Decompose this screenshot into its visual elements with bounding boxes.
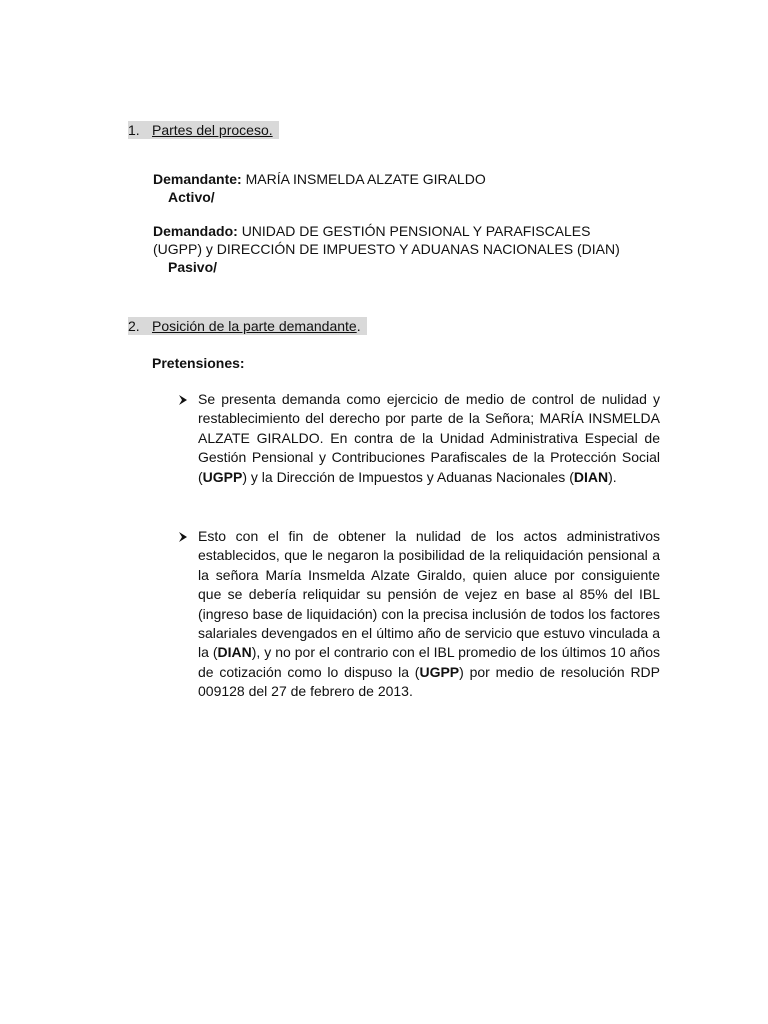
pretension-2-text-b: ), y no por el contrario con el IBL promedio de los últimos 10 años de cotización como lo dispuso la (	[198, 644, 660, 680]
section-2-heading	[128, 317, 367, 335]
demandante-role: Activo/	[168, 189, 215, 205]
section-2-number: 2.	[128, 318, 140, 334]
demandante-line	[153, 170, 486, 188]
section-2-trailing: .	[356, 318, 361, 334]
pretension-1-text-b: ) y la Dirección de Impuestos y Aduanas Nacionales (	[242, 468, 574, 485]
arrow-bullet-icon	[176, 530, 190, 544]
demandado-role: Pasivo/	[168, 259, 218, 275]
pretension-2-dian: DIAN	[217, 644, 252, 661]
pretension-2-text-a: Esto con el fin de obtener la nulidad de los actos administrativos establecidos, que le negaron la posibilidad de la reliquidación pensional a la señora María Insmelda Alzate Giraldo, quien aluce por consiguiente que se debería reliquidar su pensión de vejez en base al 85% del IBL (ingreso base de liquidación) con la precisa inclusión de todos los factores salariales devengados en el último año de servicio que estuvo vinculada a la (	[198, 528, 660, 661]
pretension-1-text-a: Se presenta demanda como ejercicio de medio de control de nulidad y restablecimiento del derecho por parte de la Señora; MARÍA INSMELDA ALZATE GIRALDO. En contra de la Unidad Administrativa Especial de Gestión Pensional y Contribuciones Parafiscales de la Protección Social (	[198, 391, 660, 485]
demandante-label: Demandante:	[153, 171, 242, 187]
demandado-label: Demandado:	[153, 223, 238, 239]
pretension-1-ugpp: UGPP	[202, 468, 243, 485]
arrow-bullet-icon	[176, 393, 190, 407]
demandado-name-line-1: UNIDAD DE GESTIÓN PENSIONAL Y PARAFISCALES	[241, 223, 591, 239]
demandado-name-line-2: (UGPP) y DIRECCIÓN DE IMPUESTO Y ADUANAS NACIONALES (DIAN)	[153, 241, 620, 257]
section-1-heading	[128, 121, 279, 139]
pretension-1-dian: DIAN	[573, 468, 609, 485]
pretension-2-text-c: ) por medio de resolución RDP 009128 del 27 de febrero de 2013.	[198, 663, 661, 700]
section-1-title: Partes del proceso.	[152, 122, 273, 138]
demandante-name: MARÍA INSMELDA ALZATE GIRALDO	[245, 171, 486, 187]
demandado-line-1	[153, 222, 590, 240]
pretension-paragraph-2	[198, 527, 660, 702]
pretensiones-heading: Pretensiones:	[152, 355, 245, 371]
pretension-1-text-c: ).	[608, 468, 617, 485]
section-2-title: Posición de la parte demandante	[152, 318, 357, 334]
pretension-paragraph-1	[198, 390, 660, 487]
section-1-number: 1.	[128, 122, 140, 138]
pretension-2-ugpp: UGPP	[419, 663, 460, 680]
